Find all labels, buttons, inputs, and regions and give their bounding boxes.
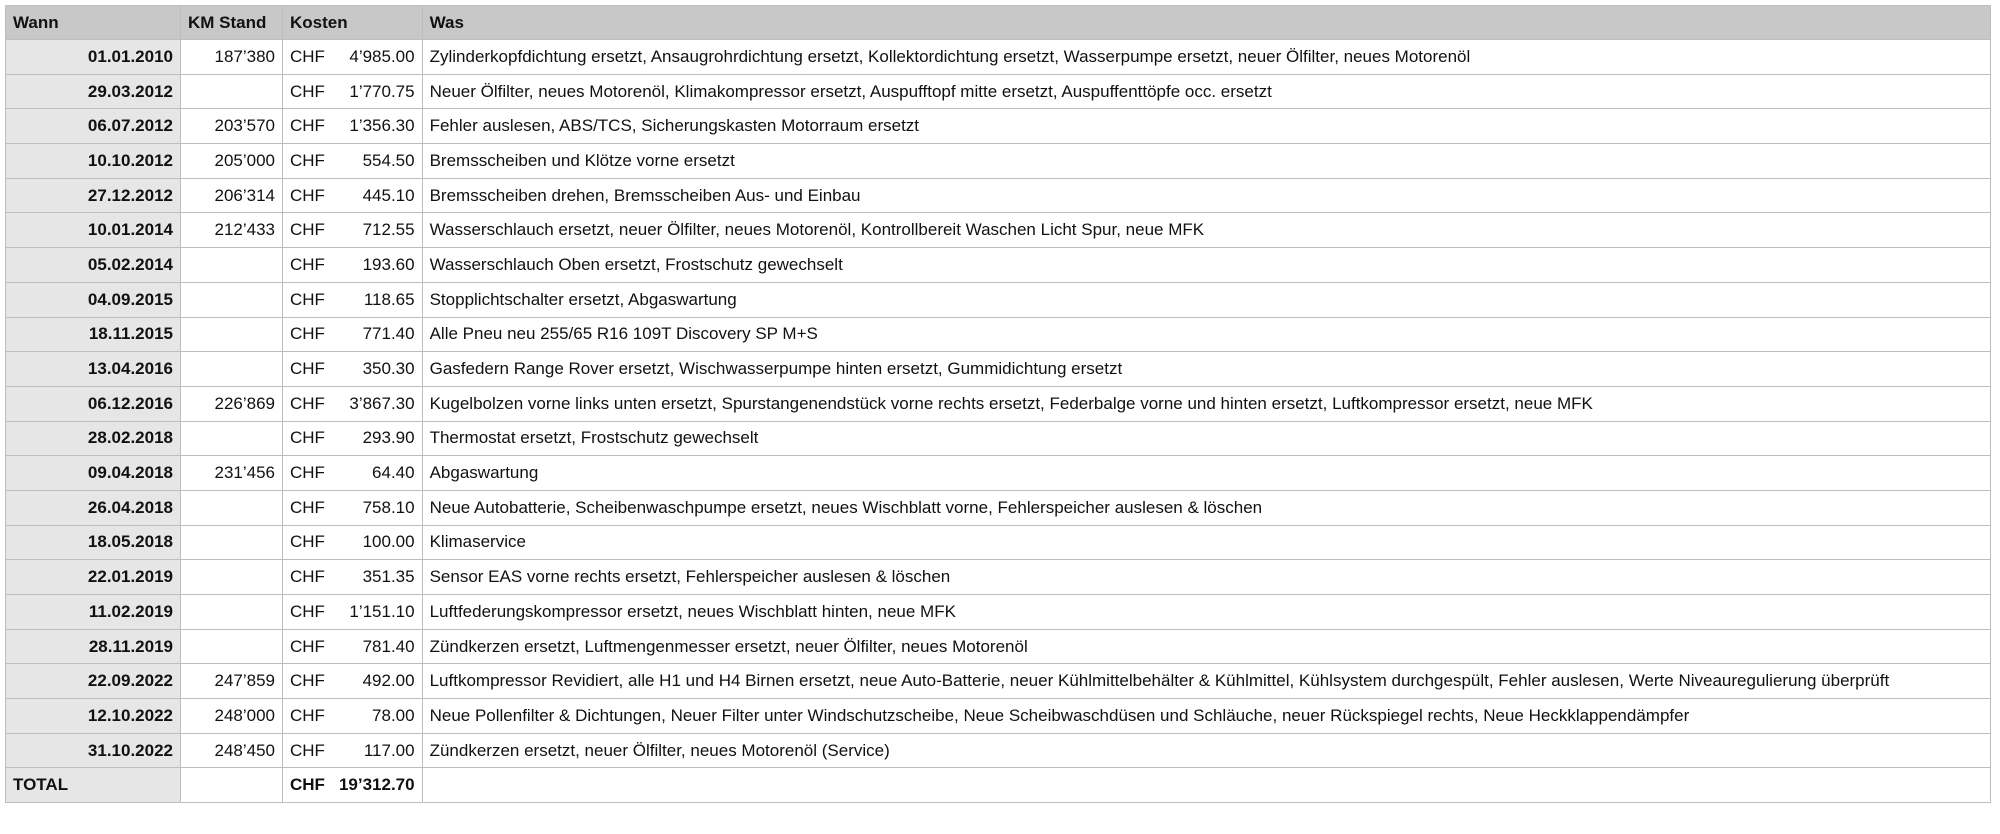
table-row	[6, 421, 1991, 456]
total-km-cell[interactable]	[181, 768, 283, 803]
date-cell[interactable]: 22.09.2022	[6, 664, 181, 699]
currency-cell[interactable]: CHF	[283, 74, 332, 109]
amount-cell[interactable]: 3’867.30	[332, 386, 422, 421]
date-cell[interactable]: 10.01.2014	[6, 213, 181, 248]
description-cell[interactable]: Zündkerzen ersetzt, Luftmengenmesser ersetzt, neuer Ölfilter, neues Motorenöl	[422, 629, 1990, 664]
km-cell[interactable]	[181, 490, 283, 525]
amount-cell[interactable]: 193.60	[332, 248, 422, 283]
table-row	[6, 595, 1991, 630]
description-cell[interactable]: Alle Pneu neu 255/65 R16 109T Discovery SP M+S	[422, 317, 1990, 352]
date-cell[interactable]: 04.09.2015	[6, 282, 181, 317]
description-cell[interactable]: Sensor EAS vorne rechts ersetzt, Fehlerspeicher auslesen & löschen	[422, 560, 1990, 595]
description-cell[interactable]: Bremsscheiben und Klötze vorne ersetzt	[422, 144, 1990, 179]
km-cell[interactable]	[181, 595, 283, 630]
total-currency[interactable]: CHF	[283, 768, 332, 803]
currency-cell[interactable]: CHF	[283, 386, 332, 421]
date-cell[interactable]: 10.10.2012	[6, 144, 181, 179]
description-cell[interactable]: Stopplichtschalter ersetzt, Abgaswartung	[422, 282, 1990, 317]
table-row	[6, 386, 1991, 421]
header-row	[6, 6, 1991, 40]
date-cell[interactable]: 31.10.2022	[6, 733, 181, 768]
km-cell[interactable]	[181, 282, 283, 317]
header-was[interactable]: Was	[422, 6, 1990, 40]
description-cell[interactable]: Neuer Ölfilter, neues Motorenöl, Klimakompressor ersetzt, Auspufftopf mitte ersetzt, Auspuffenttöpfe occ. ersetzt	[422, 74, 1990, 109]
description-cell[interactable]: Wasserschlauch Oben ersetzt, Frostschutz gewechselt	[422, 248, 1990, 283]
description-cell[interactable]: Luftfederungskompressor ersetzt, neues Wischblatt hinten, neue MFK	[422, 595, 1990, 630]
table-row	[6, 629, 1991, 664]
table-row	[6, 178, 1991, 213]
date-cell[interactable]: 29.03.2012	[6, 74, 181, 109]
service-table	[5, 5, 1991, 803]
date-cell[interactable]: 18.11.2015	[6, 317, 181, 352]
currency-cell[interactable]: CHF	[283, 664, 332, 699]
amount-cell[interactable]: 4’985.00	[332, 40, 422, 75]
table-row	[6, 213, 1991, 248]
table-row	[6, 560, 1991, 595]
km-cell[interactable]: 205’000	[181, 144, 283, 179]
table-row	[6, 248, 1991, 283]
date-cell[interactable]: 22.01.2019	[6, 560, 181, 595]
table-row	[6, 109, 1991, 144]
table-row	[6, 456, 1991, 491]
currency-cell[interactable]: CHF	[283, 248, 332, 283]
km-cell[interactable]	[181, 421, 283, 456]
currency-cell[interactable]: CHF	[283, 733, 332, 768]
km-cell[interactable]	[181, 352, 283, 387]
description-cell[interactable]: Kugelbolzen vorne links unten ersetzt, Spurstangenendstück vorne rechts ersetzt, Federbalge vorne und hinten ersetzt, Luftkompressor ersetzt, neue MFK	[422, 386, 1990, 421]
currency-cell[interactable]: CHF	[283, 352, 332, 387]
currency-cell[interactable]: CHF	[283, 560, 332, 595]
date-cell[interactable]: 09.04.2018	[6, 456, 181, 491]
km-cell[interactable]	[181, 248, 283, 283]
amount-cell[interactable]: 293.90	[332, 421, 422, 456]
currency-cell[interactable]: CHF	[283, 699, 332, 734]
table-row	[6, 525, 1991, 560]
table-row	[6, 352, 1991, 387]
total-label[interactable]: TOTAL	[6, 768, 181, 803]
description-cell[interactable]: Neue Pollenfilter & Dichtungen, Neuer Filter unter Windschutzscheibe, Neue Scheibwaschdüsen und Schläuche, neuer Rückspiegel rechts, Neue Heckklappendämpfer	[422, 699, 1990, 734]
table-row	[6, 699, 1991, 734]
currency-cell[interactable]: CHF	[283, 490, 332, 525]
description-cell[interactable]: Gasfedern Range Rover ersetzt, Wischwasserpumpe hinten ersetzt, Gummidichtung ersetzt	[422, 352, 1990, 387]
amount-cell[interactable]: 64.40	[332, 456, 422, 491]
date-cell[interactable]: 01.01.2010	[6, 40, 181, 75]
date-cell[interactable]: 26.04.2018	[6, 490, 181, 525]
date-cell[interactable]: 05.02.2014	[6, 248, 181, 283]
amount-cell[interactable]: 78.00	[332, 699, 422, 734]
amount-cell[interactable]: 100.00	[332, 525, 422, 560]
description-cell[interactable]: Fehler auslesen, ABS/TCS, Sicherungskasten Motorraum ersetzt	[422, 109, 1990, 144]
currency-cell[interactable]: CHF	[283, 144, 332, 179]
service-history-sheet	[5, 5, 1991, 803]
km-cell[interactable]	[181, 629, 283, 664]
km-cell[interactable]: 231’456	[181, 456, 283, 491]
table-row	[6, 664, 1991, 699]
currency-cell[interactable]: CHF	[283, 317, 332, 352]
amount-cell[interactable]: 781.40	[332, 629, 422, 664]
km-cell[interactable]: 248’000	[181, 699, 283, 734]
description-cell[interactable]: Neue Autobatterie, Scheibenwaschpumpe ersetzt, neues Wischblatt vorne, Fehlerspeicher auslesen & löschen	[422, 490, 1990, 525]
amount-cell[interactable]: 117.00	[332, 733, 422, 768]
table-row	[6, 733, 1991, 768]
km-cell[interactable]: 212’433	[181, 213, 283, 248]
km-cell[interactable]: 206’314	[181, 178, 283, 213]
currency-cell[interactable]: CHF	[283, 178, 332, 213]
currency-cell[interactable]: CHF	[283, 595, 332, 630]
km-cell[interactable]: 226’869	[181, 386, 283, 421]
description-cell[interactable]: Bremsscheiben drehen, Bremsscheiben Aus- und Einbau	[422, 178, 1990, 213]
date-cell[interactable]: 28.02.2018	[6, 421, 181, 456]
table-header	[6, 6, 1991, 40]
currency-cell[interactable]: CHF	[283, 282, 332, 317]
currency-cell[interactable]: CHF	[283, 629, 332, 664]
amount-cell[interactable]: 1’151.10	[332, 595, 422, 630]
table-row	[6, 490, 1991, 525]
amount-cell[interactable]: 758.10	[332, 490, 422, 525]
total-amount[interactable]: 19’312.70	[332, 768, 422, 803]
date-cell[interactable]: 06.12.2016	[6, 386, 181, 421]
km-cell[interactable]	[181, 560, 283, 595]
amount-cell[interactable]: 351.35	[332, 560, 422, 595]
description-cell[interactable]: Thermostat ersetzt, Frostschutz gewechselt	[422, 421, 1990, 456]
total-was-cell[interactable]	[422, 768, 1990, 803]
date-cell[interactable]: 28.11.2019	[6, 629, 181, 664]
date-cell[interactable]: 06.07.2012	[6, 109, 181, 144]
amount-cell[interactable]: 492.00	[332, 664, 422, 699]
km-cell[interactable]: 248’450	[181, 733, 283, 768]
currency-cell[interactable]: CHF	[283, 456, 332, 491]
currency-cell[interactable]: CHF	[283, 421, 332, 456]
currency-cell[interactable]: CHF	[283, 525, 332, 560]
km-cell[interactable]: 203’570	[181, 109, 283, 144]
date-cell[interactable]: 27.12.2012	[6, 178, 181, 213]
currency-cell[interactable]: CHF	[283, 109, 332, 144]
description-cell[interactable]: Klimaservice	[422, 525, 1990, 560]
table-row	[6, 40, 1991, 75]
km-cell[interactable]: 247’859	[181, 664, 283, 699]
description-cell[interactable]: Zündkerzen ersetzt, neuer Ölfilter, neues Motorenöl (Service)	[422, 733, 1990, 768]
km-cell[interactable]	[181, 317, 283, 352]
description-cell[interactable]: Wasserschlauch ersetzt, neuer Ölfilter, neues Motorenöl, Kontrollbereit Waschen Licht Spur, neue MFK	[422, 213, 1990, 248]
amount-cell[interactable]: 1’770.75	[332, 74, 422, 109]
table-body	[6, 40, 1991, 768]
description-cell[interactable]: Luftkompressor Revidiert, alle H1 und H4 Birnen ersetzt, neue Auto-Batterie, neuer Kühlmittelbehälter & Kühlmittel, Kühlsystem durchgespült, Fehler auslesen, Werte Niveauregulierung überprüft	[422, 664, 1990, 699]
currency-cell[interactable]: CHF	[283, 213, 332, 248]
header-wann[interactable]: Wann	[6, 6, 181, 40]
table-footer	[6, 768, 1991, 803]
amount-cell[interactable]: 118.65	[332, 282, 422, 317]
date-cell[interactable]: 18.05.2018	[6, 525, 181, 560]
km-cell[interactable]: 187’380	[181, 40, 283, 75]
description-cell[interactable]: Abgaswartung	[422, 456, 1990, 491]
total-row	[6, 768, 1991, 803]
table-row	[6, 74, 1991, 109]
amount-cell[interactable]: 1’356.30	[332, 109, 422, 144]
table-row	[6, 144, 1991, 179]
table-row	[6, 317, 1991, 352]
amount-cell[interactable]: 445.10	[332, 178, 422, 213]
header-km-stand[interactable]: KM Stand	[181, 6, 283, 40]
header-kosten[interactable]: Kosten	[283, 6, 423, 40]
amount-cell[interactable]: 771.40	[332, 317, 422, 352]
date-cell[interactable]: 12.10.2022	[6, 699, 181, 734]
currency-cell[interactable]: CHF	[283, 40, 332, 75]
km-cell[interactable]	[181, 525, 283, 560]
amount-cell[interactable]: 554.50	[332, 144, 422, 179]
amount-cell[interactable]: 350.30	[332, 352, 422, 387]
date-cell[interactable]: 11.02.2019	[6, 595, 181, 630]
table-row	[6, 282, 1991, 317]
km-cell[interactable]	[181, 74, 283, 109]
description-cell[interactable]: Zylinderkopfdichtung ersetzt, Ansaugrohrdichtung ersetzt, Kollektordichtung ersetzt, Wasserpumpe ersetzt, neuer Ölfilter, neues Motorenöl	[422, 40, 1990, 75]
date-cell[interactable]: 13.04.2016	[6, 352, 181, 387]
amount-cell[interactable]: 712.55	[332, 213, 422, 248]
